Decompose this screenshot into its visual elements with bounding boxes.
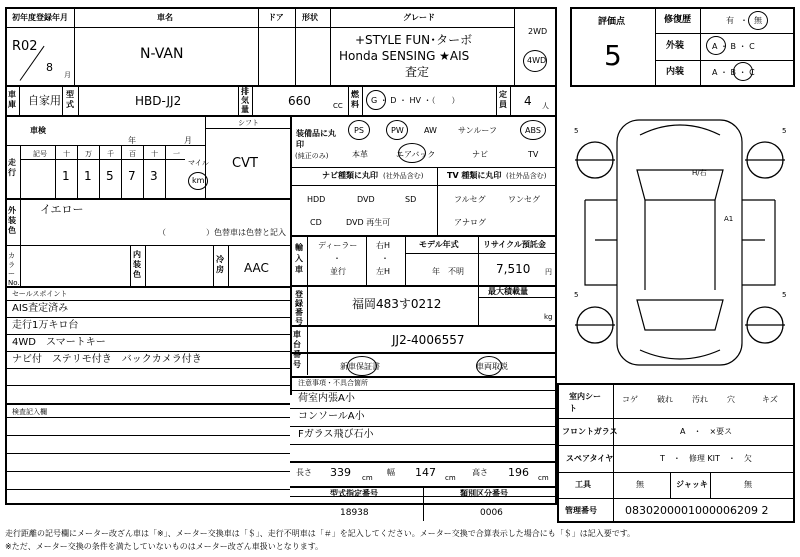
mileage-col-divider [77,145,78,198]
sales-point-line: 4WD スマートキー [12,337,106,348]
recycle-label: リサイクル預託金 [483,240,546,249]
equipment-label: 装備品に丸印 [296,129,336,149]
import-dealer: ディーラー [318,241,358,250]
drive-2wd: 2WD [528,27,548,36]
mile-label: マイル [188,159,209,167]
model-year-label: モデル年式 [419,240,459,249]
type-cert-label: 型式指定番号 [330,489,378,498]
height-unit: cm [538,474,549,482]
main-form [5,7,557,505]
chassis-label: 車台番号 [293,330,301,369]
inspector-notes-label: 検査記入欄 [12,408,47,416]
cc-unit: CC [333,102,343,110]
mileage-unit: 千 [107,150,114,158]
mileage-col-divider [143,145,144,198]
seat-label: 室内シート [569,392,601,413]
registration-label: 登録番号 [295,290,303,326]
mgmt-label: 管理番号 [565,506,597,515]
score-value: 5 [604,39,622,72]
mileage-col-divider [121,145,122,198]
equipment-navi: ナビ [472,150,488,159]
jack-label: ジャッキ [676,480,708,489]
interior-label: 内装 [666,67,685,77]
width-label: 幅 [387,468,395,477]
grade-line3: 査定 [405,65,430,79]
navi-dvd: DVD [357,195,375,204]
notes-line: コンソールA小 [298,411,365,422]
first-reg-month-unit: 月 [64,71,71,79]
navi-dvd-play: DVD 再生可 [346,218,391,227]
type-cert-value: 18938 [340,508,369,518]
wheel-label-rl: 5 [574,291,579,299]
first-reg-era: R02 [12,39,38,54]
mileage-unit: 百 [129,150,136,158]
km-label: km [192,176,205,185]
first-reg-month: 8 [46,61,53,74]
shaken-year-unit: 年 [128,136,136,145]
height-value: 196 [508,466,529,479]
warranty-label: 新車保証書 [340,362,380,371]
notes-line-rule [290,408,557,409]
tv-oneseg: ワンセグ [508,195,540,204]
sales-line-rule [5,334,290,335]
notes-line-rule [290,426,557,427]
equipment-leather: 本革 [352,150,368,159]
mileage-unit: 十 [151,150,158,158]
grade-line2: Honda SENSING ★AIS [339,49,470,63]
length-label: 長さ [296,468,312,477]
interior-options: A ・ B ・ C [712,68,755,77]
sales-point-line: AIS査定済み [12,303,69,314]
displacement-value: 660 [288,94,311,108]
displacement-label: 排気量 [241,87,249,114]
width-unit: cm [445,474,456,482]
mileage-digit: 1 [62,169,70,183]
first-reg-label: 初年度登録年月 [12,13,68,22]
wheel-label-fl: 5 [574,127,579,135]
navi-hdd: HDD [307,195,326,204]
import-dot: ・ [333,254,341,263]
navi-sd: SD [405,195,417,204]
length-unit: cm [362,474,373,482]
car-name-label: 車名 [157,13,173,22]
height-label: 高さ [472,468,488,477]
inspector-line-rule [5,453,290,454]
mileage-col-divider [165,145,166,198]
inspector-line-rule [5,435,290,436]
type-label: 型式 [66,90,74,109]
sales-line-rule [5,368,290,369]
repair-label: 修復歴 [664,15,692,25]
sales-point-line: ナビ付 ステリモ付き バックカメラ付き [12,354,202,365]
class-value: 0006 [480,508,503,518]
equipment-tv: TV [528,150,539,159]
color-value: イエロー [40,203,84,216]
length-value: 339 [330,466,351,479]
grade-label: グレード [403,13,435,22]
equipment-ps: PS [354,126,364,135]
max-load-label: 最大積載量 [488,287,528,296]
notes-label: 注意事項・不具合箇所 [298,379,368,387]
repair-yes: 有 [726,16,734,25]
notes-line: Fガラス飛び石小 [298,429,374,440]
repair-no: 無 [754,16,762,25]
tools-label: 工具 [575,480,591,489]
sales-line-rule [5,385,290,386]
navi-type-sub: (社外品含む) [383,172,424,180]
door-label: ドア [268,13,284,22]
mileage-sub: 記号 [33,150,47,158]
jack-value: 無 [744,480,752,489]
footer-line2: ※ただ、メーター交換の条件を満たしていないものはメーター改ざん車扱いとなります。 [5,542,324,551]
equipment-pw: PW [391,126,404,135]
tv-fullseg: フルセグ [454,195,486,204]
recycle-value: 7,510 [496,262,531,276]
diagram-label-side: A1 [724,215,734,223]
sales-point-line: 走行1万キロ台 [12,320,79,331]
fuel-label: 燃料 [351,90,359,109]
mileage-label: 走行 [8,158,16,177]
shift-label: シフト [238,119,259,127]
score-label: 評価点 [598,17,626,27]
person-unit: 人 [542,102,549,110]
exterior-label: 外装 [666,41,685,51]
exterior-options: A ・ B ・ C [712,42,755,51]
navi-cd: CD [310,218,322,227]
aircon-value: AAC [244,261,269,275]
tv-type-label: TV 種類に丸印 [447,171,502,180]
import-parallel: 並行 [330,267,346,276]
equipment-aw: AW [424,126,437,135]
mgmt-value: 0830200001000006209 2 [625,504,769,517]
class-label: 類別区分番号 [460,489,508,498]
equipment-sunroof: サンルーフ [458,126,497,135]
mileage-digit: 5 [106,169,114,183]
car-name: N-VAN [140,46,184,62]
wheel-label-rr: 5 [782,291,787,299]
fuel-options: G ・ D ・ HV ・（ ） [371,96,460,105]
color-label: 外装色 [8,206,16,235]
mileage-col-divider [55,145,56,198]
type-value: HBD-JJ2 [135,94,182,108]
mileage-unit: 万 [85,150,92,158]
sales-points-label: セールスポイント [12,290,68,298]
capacity-label: 定員 [499,90,507,109]
tools-value: 無 [636,480,644,489]
color-no-label: カラーNo. [8,252,20,287]
shift-value: CVT [232,156,258,171]
seat-option: コゲ [622,395,638,404]
width-value: 147 [415,466,436,479]
use-value: 自家用 [28,94,61,107]
tv-analog: アナログ [454,218,486,227]
kg-unit: kg [544,313,553,321]
shaken-month-unit: 月 [184,136,192,145]
mileage-unit: 一 [173,150,180,158]
wheel-label-fr: 5 [782,127,787,135]
spare-options: T ・ 修理 KIT ・ 欠 [660,454,752,463]
import-label: 輸入車 [295,243,303,274]
seat-option: 穴 [727,395,735,404]
seat-option: 破れ [657,395,673,404]
registration-value: 福岡483す0212 [352,297,442,311]
mileage-digit: 7 [128,169,136,183]
chassis-value: JJ2-4006557 [392,333,465,347]
grade-line1: +STYLE FUN･ターボ [355,33,473,47]
notes-line-rule [290,444,557,445]
navi-type-label: ナビ種類に丸印 [322,171,378,180]
capacity-value: 4 [524,94,532,108]
yen-unit: 円 [545,268,552,276]
import-left-h: 左H [376,267,391,276]
repair-dot: ・ [740,16,748,25]
sales-line-rule [5,317,290,318]
mileage-unit: 十 [63,150,70,158]
interior-color-label: 内装色 [133,250,141,279]
diagram-label-front: H/右 [692,169,707,177]
seat-option: キズ [762,395,778,404]
equipment-airbag: エアバック [396,150,436,159]
shaken-label: 車検 [30,126,46,135]
sales-line-rule [5,351,290,352]
inspector-line-rule [5,471,290,472]
footer-line1: 走行距離の記号欄にメーター改ざん車は「※」、メーター交換車は「＄」、走行不明車は「＃」を記入してください。メーター交換で合算表示した場合にも「＄」は記入要です。 [5,529,636,538]
shape-label: 形状 [302,13,318,22]
model-year-value: 年 不明 [432,267,464,276]
windshield-label: フロントガラス [562,427,618,436]
notes-line: 荷室内張A小 [298,393,355,404]
drive-4wd: 4WD [527,56,547,65]
import-dot2: ・ [381,254,389,263]
seat-option: 汚れ [692,395,708,404]
mileage-col-divider [99,145,100,198]
windshield-options: A ・ ×要ス [680,427,733,436]
import-right-h: 右H [376,241,391,250]
equipment-sub: (純正のみ) [295,152,329,160]
equipment-abs: ABS [525,126,541,135]
inspector-line-rule [5,489,290,490]
use-label: 車庫 [8,90,16,109]
repaint-note: （ ）色替車は色替と記入 [158,228,286,237]
aircon-label: 冷房 [216,255,224,274]
tv-type-sub: (社外品含む) [506,172,547,180]
mileage-digit: 3 [150,169,158,183]
spare-label: スペアタイヤ [566,454,614,463]
manual-label: 車両取説 [476,362,508,371]
mileage-digit: 1 [84,169,92,183]
car-damage-diagram [565,100,795,390]
